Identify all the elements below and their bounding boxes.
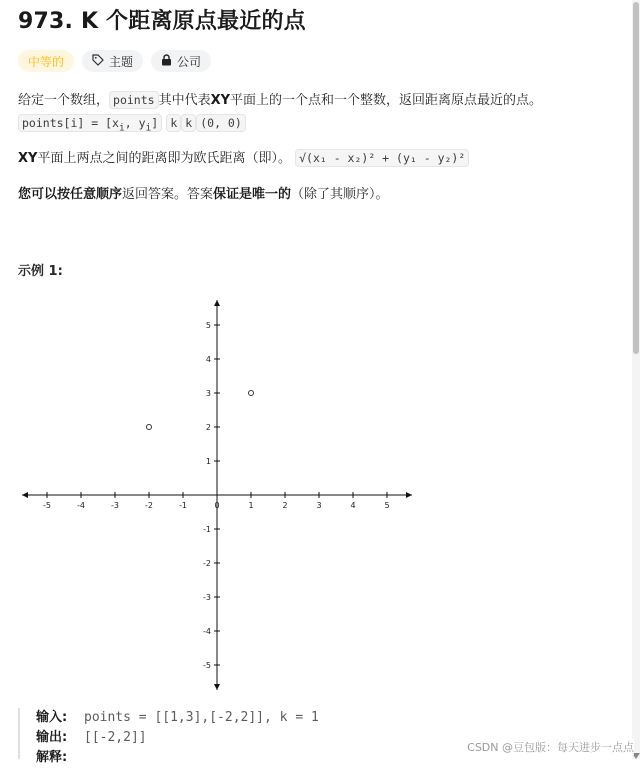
y-tick-label: 1: [205, 457, 211, 466]
y-axis-arrow-down-icon: [214, 684, 220, 690]
y-tick-label: 3: [205, 389, 211, 398]
x-tick-label: -3: [111, 501, 119, 510]
inline-code-points: points: [109, 91, 159, 109]
code-part: ]: [151, 116, 159, 130]
output-label: 输出:: [36, 730, 68, 745]
input-label: 输入:: [36, 710, 68, 725]
scrollbar-thumb[interactable]: [633, 2, 639, 354]
data-point: [249, 391, 254, 396]
y-tick-label: -2: [203, 559, 211, 568]
code-part: points[i] = [x: [22, 116, 119, 130]
tag-icon: [92, 54, 104, 69]
code-part: , y: [124, 116, 146, 130]
distance-paragraph: [18, 147, 618, 170]
desc-bold: XY: [210, 93, 231, 108]
x-axis-arrow-right-icon: [406, 492, 412, 498]
desc-text: 给定一个数组，: [18, 93, 110, 108]
order-bold: 您可以按任意顺序: [18, 187, 123, 202]
x-tick-label: -4: [77, 501, 85, 510]
order-bold: 保证是唯一的: [213, 187, 292, 202]
code-sub: i: [145, 122, 152, 134]
watermark: CSDN @豆包版：每天进步一点点: [467, 741, 634, 754]
x-tick-label: 0: [214, 501, 220, 510]
problem-title: 973. K 个距离原点最近的点: [18, 9, 306, 34]
example-title: 示例 1:: [18, 264, 63, 279]
companies-button[interactable]: [151, 50, 211, 72]
inline-code-k: k: [166, 114, 181, 132]
y-tick-label: -3: [203, 593, 211, 602]
y-tick-label: -4: [203, 627, 211, 636]
y-tick-label: 5: [205, 321, 211, 330]
x-tick-label: 2: [282, 501, 288, 510]
output-value: [[-2,2]]: [84, 730, 147, 745]
order-text: （除了其顺序）。: [291, 187, 389, 202]
distance-formula: √(x₁ - x₂)² + (y₁ - y₂)²: [295, 149, 469, 167]
x-tick-label: 4: [350, 501, 356, 510]
scrollbar[interactable]: [632, 0, 640, 759]
y-tick-label: -5: [203, 661, 211, 670]
input-value: points = [[1,3],[-2,2]], k = 1: [84, 710, 319, 725]
difficulty-label: 中等的: [28, 54, 65, 69]
desc-text: 其中代表: [158, 93, 211, 108]
y-tick-label: -1: [203, 525, 211, 534]
inline-code-origin: (0, 0): [196, 114, 246, 132]
y-axis-arrow-up-icon: [214, 300, 220, 306]
order-paragraph: [18, 184, 618, 206]
companies-label: 公司: [177, 54, 202, 69]
y-tick-label: 2: [205, 423, 211, 432]
order-text: 返回答案。答案: [122, 187, 214, 202]
topics-button[interactable]: [82, 50, 143, 72]
example-plot: [0, 290, 440, 695]
tag-row: [18, 50, 211, 72]
x-tick-label: -5: [43, 501, 51, 510]
x-tick-label: 3: [316, 501, 322, 510]
data-point: [147, 425, 152, 430]
dist-text: 平面上两点之间的距离即为欧氏距离（即）。: [37, 151, 291, 166]
x-tick-label: 5: [384, 501, 390, 510]
topics-label: 主题: [109, 54, 134, 69]
difficulty-badge[interactable]: [18, 50, 74, 72]
explain-label: 解释:: [36, 750, 68, 765]
inline-code-points-i: [18, 114, 162, 132]
dist-bold: XY: [18, 151, 38, 166]
code-sub: i: [118, 122, 125, 134]
inline-code-k: k: [181, 114, 196, 132]
x-axis-arrow-left-icon: [22, 492, 28, 498]
y-tick-label: 4: [205, 355, 211, 364]
x-tick-label: -2: [145, 501, 153, 510]
lock-icon: [161, 54, 172, 69]
x-tick-label: -1: [179, 501, 187, 510]
x-tick-label: 1: [248, 501, 254, 510]
io-input-row: [36, 708, 618, 728]
desc-text: 平面上的一个点和一个整数，返回距离原点最近的点。: [230, 93, 543, 108]
description-paragraph: [18, 89, 618, 139]
